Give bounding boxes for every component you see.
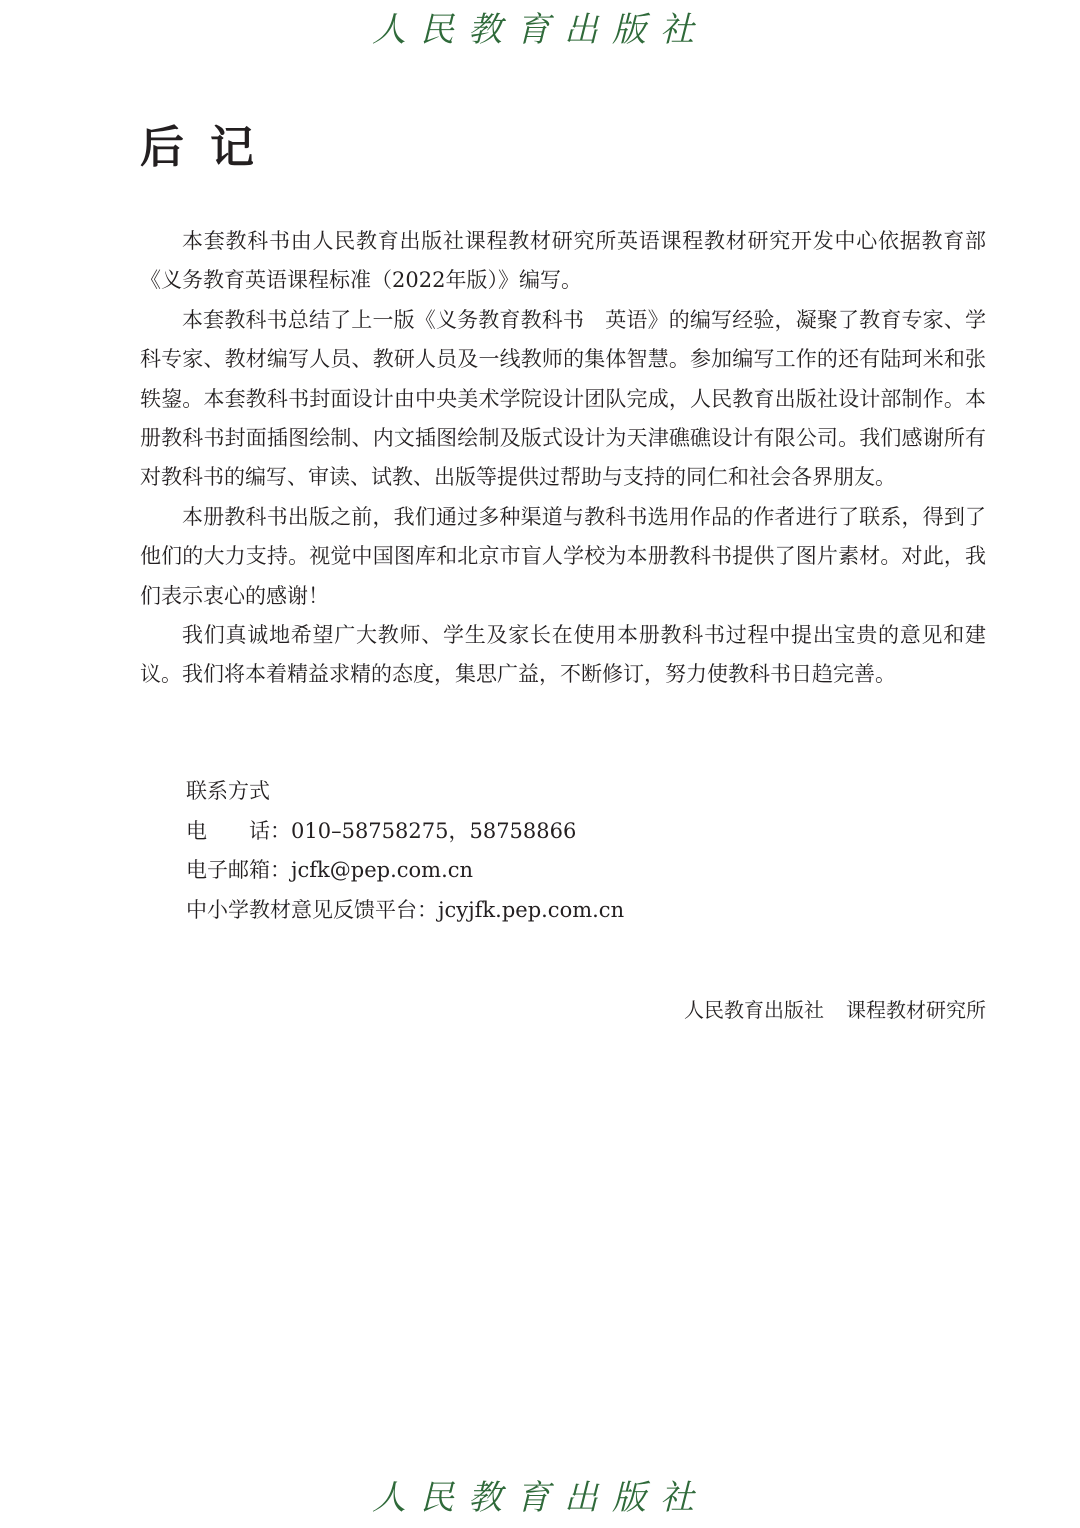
paragraph: 本套教科书总结了上一版《义务教育教科书 英语》的编写经验，凝聚了教育专家、学科专家、教材编写人员、教研人员及一线教师的集体智慧。参加编写工作的还有陆珂米和张轶鋆。本套教科书封面设计由中央美术学院设计团队完成，人民教育出版社设计部制作。本册教科书封面插图绘制、内文插图绘制及版式设计为天津礁礁设计有限公司。我们感谢所有对教科书的编写、审读、试教、出版等提供过帮助与支持的同仁和社会各界朋友。 xyxy=(140,307,986,490)
paragraph: 我们真诚地希望广大教师、学生及家长在使用本册教科书过程中提出宝贵的意见和建议。我们将本着精益求精的态度，集思广益，不断修订，努力使教科书日趋完善。 xyxy=(140,623,986,687)
feedback-label: 中小学教材意见反馈平台： xyxy=(186,897,438,922)
feedback-value[interactable]: jcyjfk.pep.com.cn xyxy=(438,897,625,922)
signature-publisher: 人民教育出版社 xyxy=(684,998,824,1022)
contact-phone xyxy=(186,812,624,852)
phone-label-part2: 话： xyxy=(249,818,291,843)
signature-institute: 课程教材研究所 xyxy=(846,998,986,1022)
contact-email xyxy=(186,851,624,891)
contact-heading: 联系方式 xyxy=(186,779,270,803)
phone-label-part1: 电 xyxy=(186,818,249,843)
paragraph: 本套教科书由人民教育出版社课程教材研究所英语课程教材研究开发中心依据教育部《义务教育英语课程标准（2022年版）》编写。 xyxy=(140,229,986,293)
page-title: 后记 xyxy=(140,122,280,173)
publisher-logo-bottom xyxy=(0,1476,1080,1520)
contact-info xyxy=(186,772,624,930)
email-value[interactable]: jcfk@pep.com.cn xyxy=(291,858,474,882)
email-label: 电子邮箱： xyxy=(186,858,291,882)
signature xyxy=(684,992,986,1028)
afterword-body xyxy=(140,222,986,695)
phone-value: 010–58758275，58758866 xyxy=(291,818,577,843)
paragraph: 本册教科书出版之前，我们通过多种渠道与教科书选用作品的作者进行了联系，得到了他们的大力支持。视觉中国图库和北京市盲人学校为本册教科书提供了图片素材。对此，我们表示衷心的感谢！ xyxy=(140,504,986,608)
publisher-logo-text: 人民教育出版社 xyxy=(372,10,708,50)
publisher-logo-text: 人民教育出版社 xyxy=(372,1478,708,1518)
contact-feedback xyxy=(186,891,624,931)
publisher-logo-top xyxy=(0,8,1080,52)
